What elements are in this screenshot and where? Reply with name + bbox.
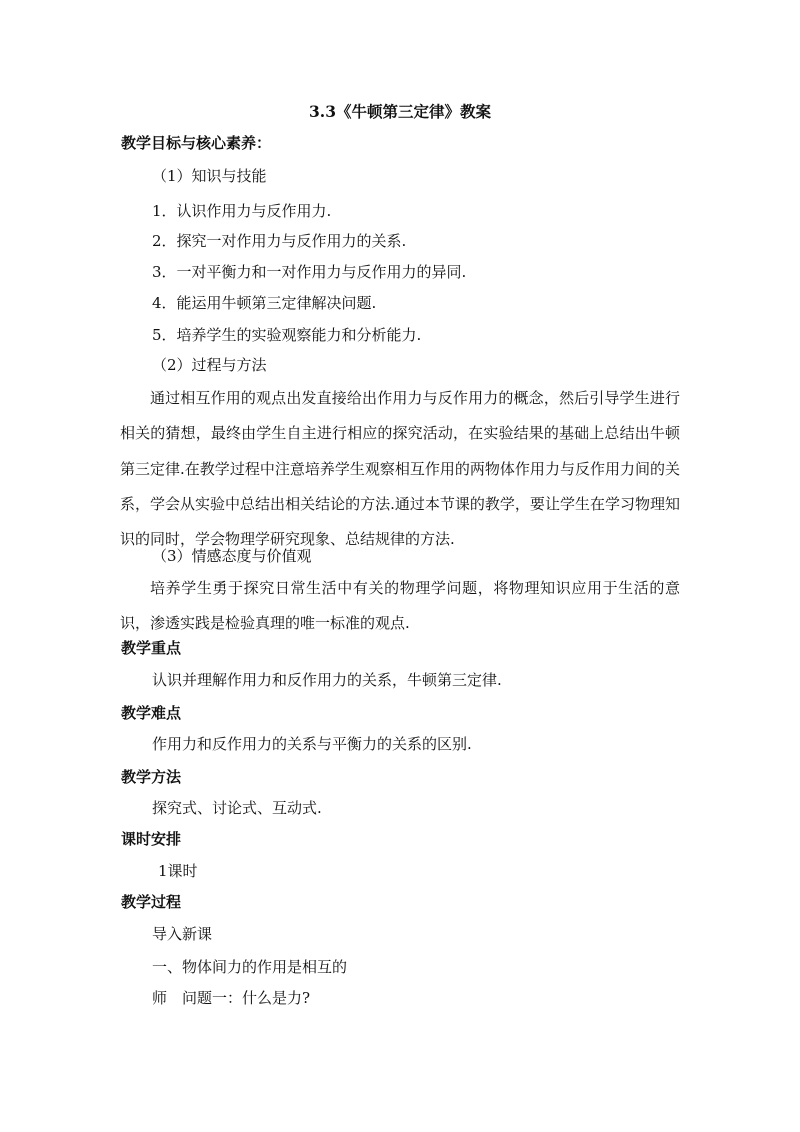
methods-text: 探究式、讨论式、互动式. [152, 799, 322, 817]
objectives-heading: 教学目标与核心素养： [121, 134, 272, 152]
key-points-text: 认识并理解作用力和反作用力的关系，牛顿第三定律. [152, 671, 502, 689]
process-method-subheading: （2）过程与方法 [152, 356, 267, 374]
key-points-heading: 教学重点 [121, 639, 182, 657]
objective-item-5: 5．培养学生的实验观察能力和分析能力. [152, 326, 422, 344]
teacher-question-line: 师 问题一：什么是力? [152, 989, 311, 1007]
procedure-intro: 导入新课 [152, 925, 213, 943]
schedule-heading: 课时安排 [121, 830, 182, 848]
schedule-text: 1课时 [158, 862, 198, 880]
objective-item-2: 2．探究一对作用力与反作用力的关系. [152, 232, 407, 250]
objective-item-1: 1．认识作用力与反作用力. [152, 202, 332, 220]
document-title: 3.3《牛顿第三定律》教案 [309, 102, 491, 121]
objective-item-4: 4．能运用牛顿第三定律解决问题. [152, 294, 377, 312]
objective-item-3: 3．一对平衡力和一对作用力与反作用力的异同. [152, 263, 467, 281]
difficulties-text: 作用力和反作用力的关系与平衡力的关系的区别. [152, 735, 472, 753]
methods-heading: 教学方法 [121, 768, 182, 786]
procedure-heading: 教学过程 [121, 893, 182, 911]
attitude-values-subheading: （3）情感态度与价值观 [152, 547, 312, 565]
attitude-values-paragraph: 培养学生勇于探究日常生活中有关的物理学问题，将物理知识应用于生活的意识，渗透实践是检验真理的唯一标准的观点. [120, 579, 680, 633]
difficulties-heading: 教学难点 [121, 704, 182, 722]
procedure-part-1: 一、物体间力的作用是相互的 [152, 958, 348, 976]
process-method-paragraph: 通过相互作用的观点出发直接给出作用力与反作用力的概念，然后引导学生进行相关的猜想，最终由学生自主进行相应的探究活动，在实验结果的基础上总结出牛顿第三定律.在教学过程中注意培养学生观察相互作用的两物体作用力与反作用力间的关系，学会从实验中总结出相关结论的方法.通过本节课的教学，要让学生在学习物理知识的同时，学会物理学研究现象、总结规律的方法. [120, 389, 680, 549]
knowledge-skills-subheading: （1）知识与技能 [152, 167, 267, 185]
